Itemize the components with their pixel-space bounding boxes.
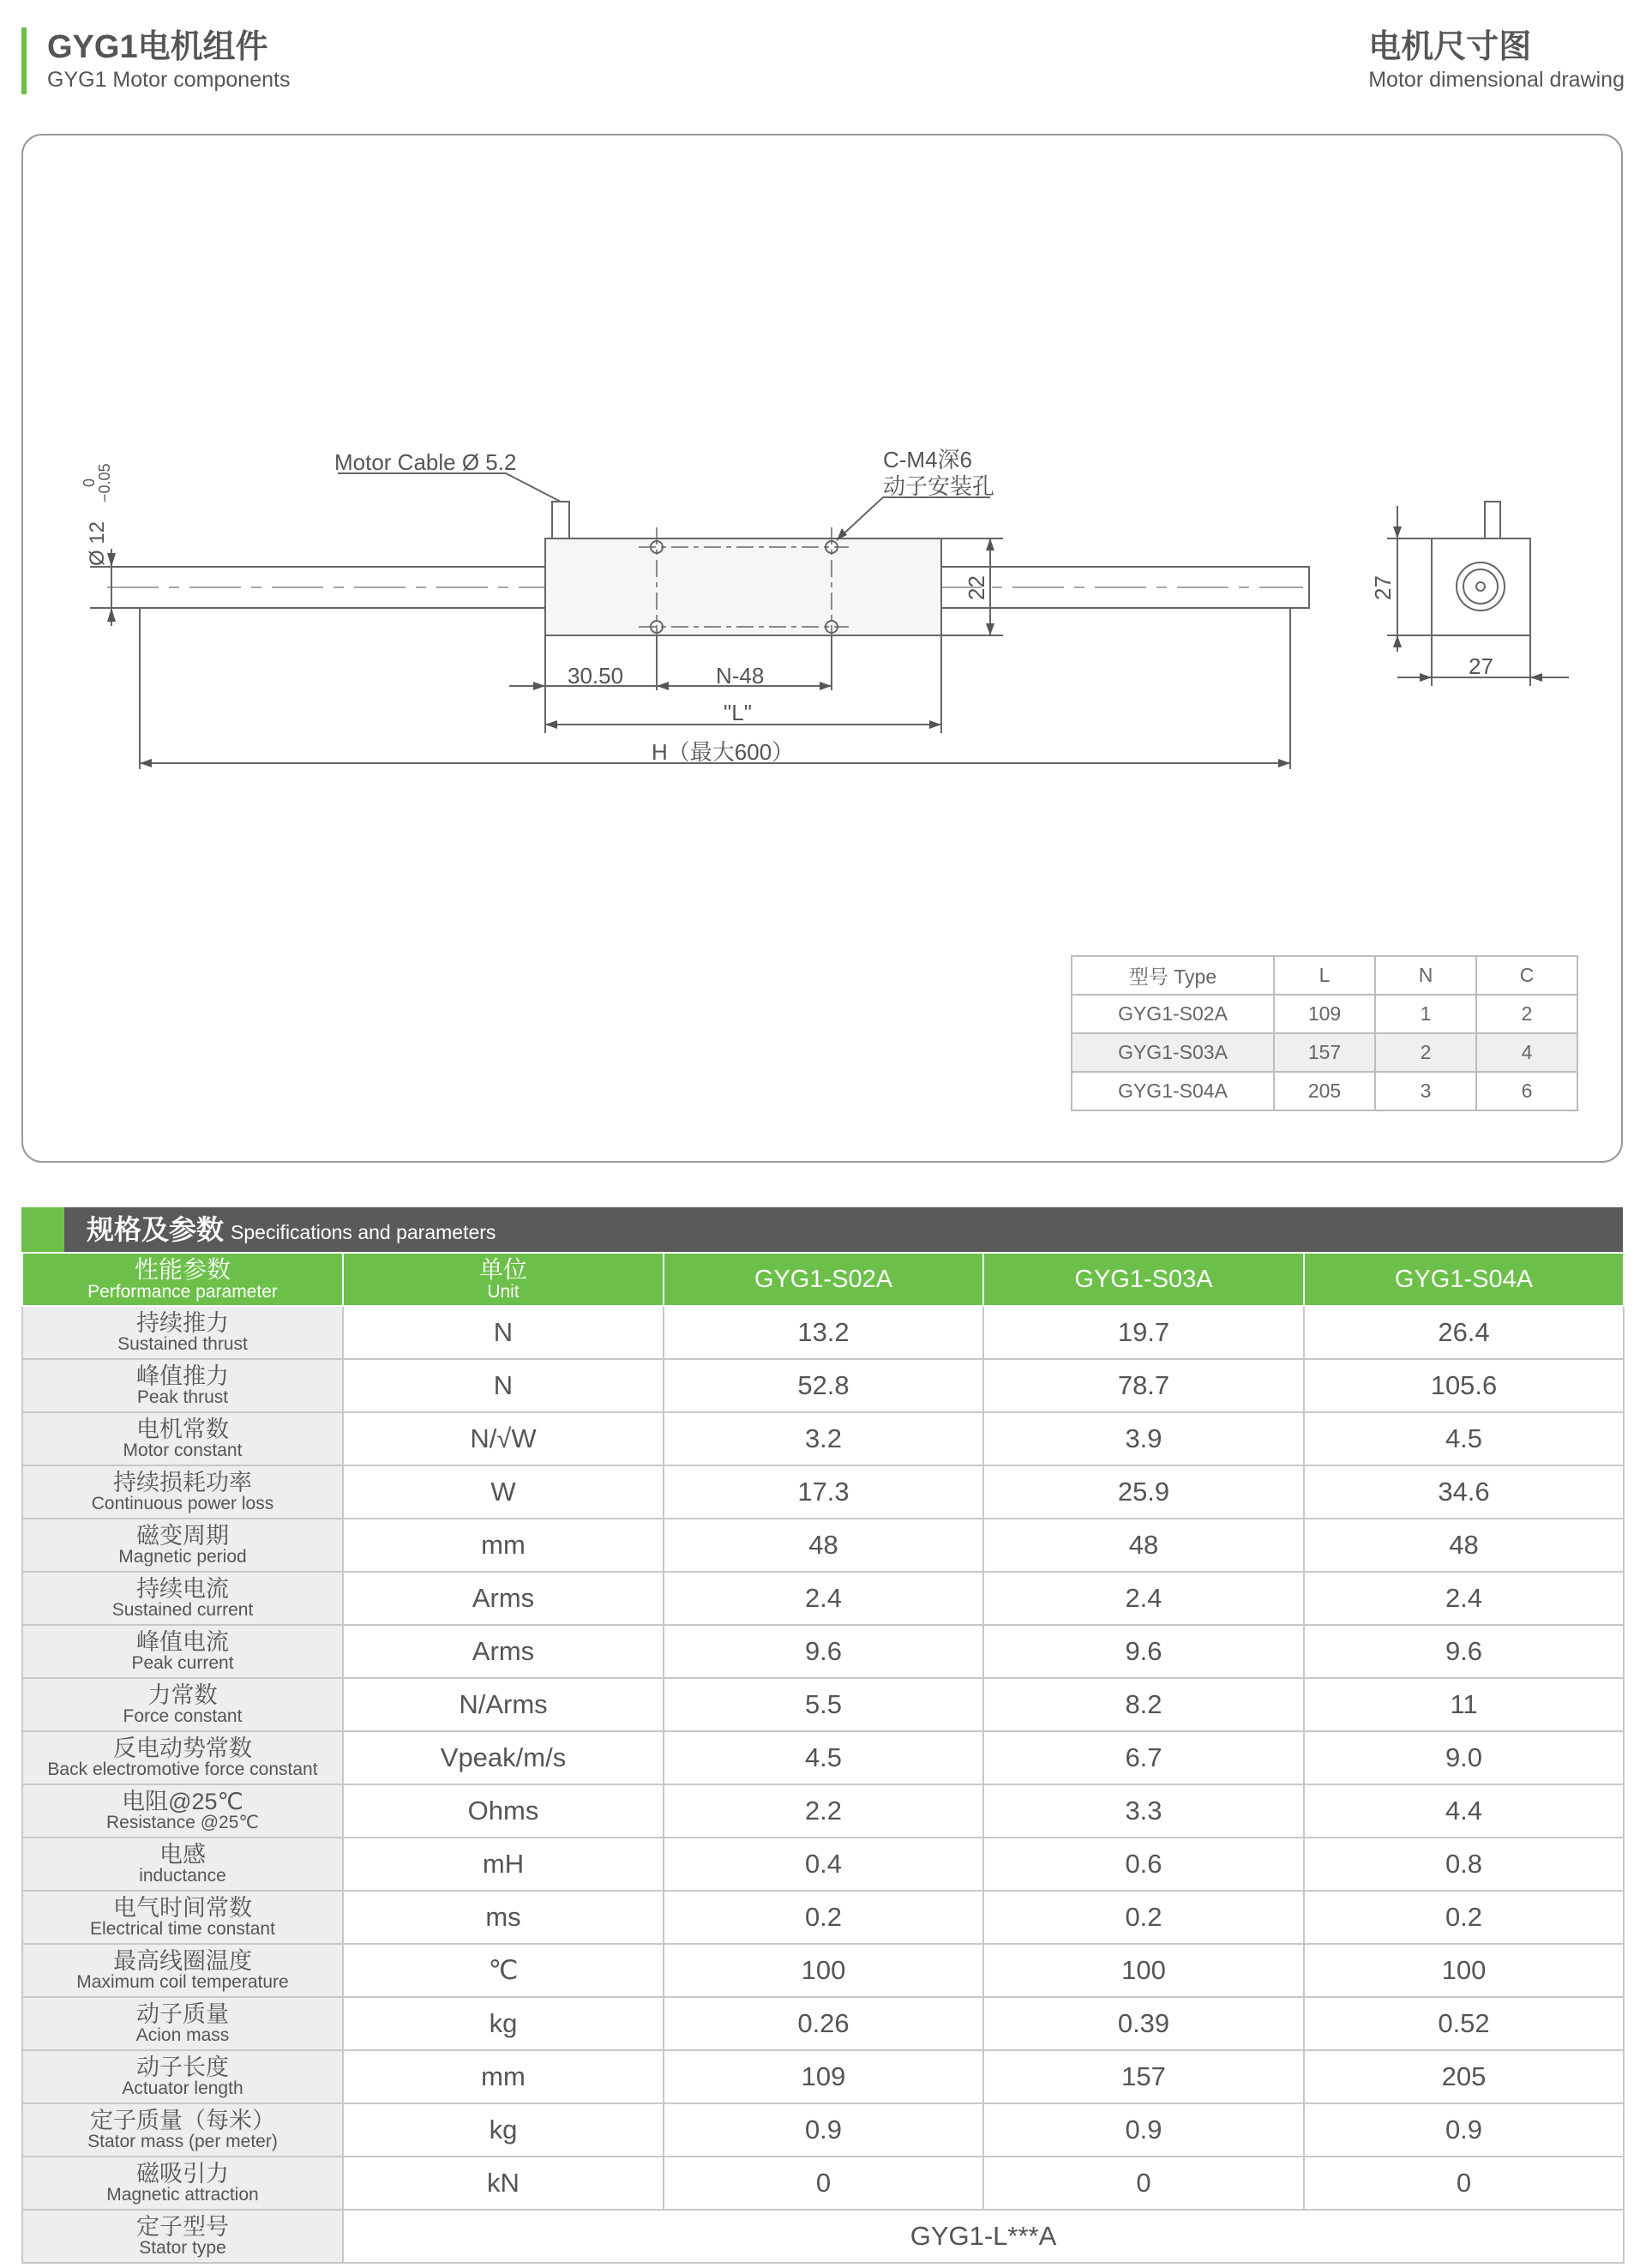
value-cell: 8.2 bbox=[983, 1678, 1304, 1731]
unit-cell: mm bbox=[343, 1519, 664, 1572]
value-cell: 6.7 bbox=[983, 1731, 1304, 1784]
side-view-block bbox=[1432, 538, 1530, 635]
value-cell: 0.2 bbox=[1304, 1891, 1624, 1944]
value-cell: 3.3 bbox=[983, 1784, 1304, 1838]
shaft-tolerance-lower: −0.05 bbox=[96, 463, 113, 502]
value-cell: 109 bbox=[664, 2050, 983, 2103]
dim-header-n: N bbox=[1375, 956, 1476, 995]
mount-holes-label: C-M4深6 bbox=[883, 447, 973, 472]
table-row bbox=[22, 1412, 1624, 1465]
table-row bbox=[22, 1465, 1624, 1519]
param-cell bbox=[22, 1519, 343, 1572]
param-en: Peak current bbox=[131, 1652, 234, 1673]
dim-cell: 3 bbox=[1375, 1072, 1476, 1110]
table-row bbox=[22, 1891, 1624, 1944]
table-row bbox=[1072, 1072, 1577, 1110]
value-cell: 9.0 bbox=[1304, 1731, 1624, 1784]
dim-cell: 2 bbox=[1375, 1033, 1476, 1072]
table-row bbox=[22, 1572, 1624, 1625]
spec-table bbox=[21, 1252, 1625, 2264]
param-en: Force constant bbox=[123, 1706, 243, 1726]
value-cell: 2.4 bbox=[664, 1572, 983, 1625]
param-zh: 定子质量（每米） bbox=[90, 2107, 275, 2133]
value-cell: 0.2 bbox=[664, 1891, 983, 1944]
param-cell bbox=[22, 1359, 343, 1412]
param-cell bbox=[22, 2210, 343, 2263]
unit-cell: Vpeak/m/s bbox=[343, 1731, 664, 1784]
length-dimension: "L" bbox=[724, 700, 752, 725]
side-height-dimension: 27 bbox=[1370, 575, 1396, 600]
unit-cell: ℃ bbox=[343, 1944, 664, 1997]
spec-title-zh: 规格及参数 bbox=[87, 1214, 225, 1245]
param-en: Resistance @25℃ bbox=[106, 1812, 259, 1832]
value-cell: 0.52 bbox=[1304, 1997, 1624, 2050]
param-en: Peak thrust bbox=[136, 1387, 229, 1407]
param-zh: 力常数 bbox=[147, 1681, 218, 1708]
spec-title-en: Specifications and parameters bbox=[231, 1221, 496, 1243]
param-cell bbox=[22, 2050, 343, 2103]
value-cell: 2.2 bbox=[664, 1784, 983, 1838]
unit-cell: mm bbox=[343, 2050, 664, 2103]
value-cell: 2.4 bbox=[983, 1572, 1304, 1625]
header-param-zh: 性能参数 bbox=[134, 1256, 231, 1283]
unit-cell: N bbox=[343, 1306, 664, 1359]
param-cell bbox=[22, 1678, 343, 1731]
value-cell: 4.4 bbox=[1304, 1784, 1624, 1838]
param-cell bbox=[22, 1944, 343, 1997]
param-zh: 峰值推力 bbox=[136, 1363, 229, 1389]
param-cell bbox=[22, 1412, 343, 1465]
value-cell: 0.6 bbox=[983, 1838, 1304, 1891]
table-row bbox=[22, 1678, 1624, 1731]
value-cell: 78.7 bbox=[983, 1359, 1304, 1412]
table-row bbox=[22, 1944, 1624, 1997]
dim-cell: 157 bbox=[1274, 1033, 1375, 1072]
value-cell: 100 bbox=[664, 1944, 983, 1997]
height-dimension: 22 bbox=[964, 575, 989, 600]
table-row bbox=[1072, 995, 1577, 1033]
header-model: GYG1-S03A bbox=[983, 1253, 1304, 1306]
dim-cell: GYG1-S04A bbox=[1072, 1072, 1274, 1110]
value-cell: 157 bbox=[983, 2050, 1304, 2103]
value-cell: 9.6 bbox=[664, 1625, 983, 1678]
value-cell: 100 bbox=[1304, 1944, 1624, 1997]
side-width-dimension: 27 bbox=[1469, 653, 1493, 679]
unit-cell: Arms bbox=[343, 1572, 664, 1625]
param-zh: 动子质量 bbox=[136, 2000, 229, 2027]
header-param-en: Performance parameter bbox=[87, 1282, 278, 1302]
value-cell: 48 bbox=[1304, 1519, 1624, 1572]
unit-cell: Ohms bbox=[343, 1784, 664, 1838]
value-cell: 205 bbox=[1304, 2050, 1624, 2103]
dim-cell: 6 bbox=[1476, 1072, 1577, 1110]
value-cell: 100 bbox=[983, 1944, 1304, 1997]
table-row bbox=[22, 1359, 1624, 1412]
param-cell bbox=[22, 1784, 343, 1838]
shaft-diameter-label: Ø 12 bbox=[86, 520, 109, 566]
value-cell: 0 bbox=[1304, 2157, 1624, 2210]
dim-cell: 1 bbox=[1375, 995, 1476, 1033]
value-cell: 11 bbox=[1304, 1678, 1624, 1731]
dim-header-l: L bbox=[1274, 956, 1375, 995]
side-view-cable bbox=[1485, 502, 1500, 538]
value-cell: 26.4 bbox=[1304, 1306, 1624, 1359]
value-cell: 3.2 bbox=[664, 1412, 983, 1465]
param-cell bbox=[22, 2157, 343, 2210]
dim-cell: GYG1-S03A bbox=[1072, 1033, 1274, 1072]
param-cell bbox=[22, 2103, 343, 2157]
table-row bbox=[22, 1731, 1624, 1784]
mover-block bbox=[545, 538, 941, 635]
value-cell: 0 bbox=[983, 2157, 1304, 2210]
dim-header-c: C bbox=[1476, 956, 1577, 995]
value-cell: 17.3 bbox=[664, 1465, 983, 1519]
mount-holes-note: 动子安装孔 bbox=[883, 473, 995, 499]
param-en: Actuator length bbox=[122, 2078, 243, 2098]
value-cell: 0.4 bbox=[664, 1838, 983, 1891]
dim-cell: GYG1-S02A bbox=[1072, 995, 1274, 1033]
motor-cable-label: Motor Cable Ø 5.2 bbox=[334, 449, 517, 475]
table-row bbox=[22, 1784, 1624, 1838]
param-zh: 反电动势常数 bbox=[113, 1735, 252, 1761]
spec-table-header bbox=[22, 1253, 1624, 1306]
value-cell: 9.6 bbox=[983, 1625, 1304, 1678]
dim-cell: 4 bbox=[1476, 1033, 1577, 1072]
value-cell: 48 bbox=[664, 1519, 983, 1572]
param-en: Acion mass bbox=[135, 2024, 230, 2045]
param-zh: 电感 bbox=[159, 1841, 206, 1868]
unit-cell: kN bbox=[343, 2157, 664, 2210]
dim-cell: 109 bbox=[1274, 995, 1375, 1033]
dim-cell: 2 bbox=[1476, 995, 1577, 1033]
cable-stub bbox=[552, 502, 569, 538]
table-row bbox=[22, 2050, 1624, 2103]
spec-accent bbox=[21, 1207, 64, 1252]
value-cell: 105.6 bbox=[1304, 1359, 1624, 1412]
header-unit-zh: 单位 bbox=[478, 1256, 527, 1283]
param-zh: 磁变周期 bbox=[136, 1522, 229, 1549]
value-cell: 3.9 bbox=[983, 1412, 1304, 1465]
header-performance-parameter bbox=[22, 1253, 343, 1306]
table-row bbox=[22, 1838, 1624, 1891]
section-title: 电机尺寸图 bbox=[1368, 29, 1532, 65]
param-zh: 最高线圈温度 bbox=[113, 1947, 252, 1974]
value-cell: 9.6 bbox=[1304, 1625, 1624, 1678]
param-en: Maximum coil temperature bbox=[76, 1971, 289, 1992]
table-row bbox=[22, 2210, 1624, 2263]
dimension-table-header bbox=[1072, 956, 1577, 995]
param-en: inductance bbox=[139, 1865, 226, 1886]
unit-cell: kg bbox=[343, 1997, 664, 2050]
table-row bbox=[1072, 1033, 1577, 1072]
unit-cell: N/√W bbox=[343, 1412, 664, 1465]
table-row bbox=[22, 1306, 1624, 1359]
param-zh: 峰值电流 bbox=[136, 1628, 229, 1655]
param-cell bbox=[22, 1625, 343, 1678]
value-cell: 0.2 bbox=[983, 1891, 1304, 1944]
param-zh: 电阻@25℃ bbox=[122, 1788, 243, 1814]
table-row bbox=[22, 2103, 1624, 2157]
unit-cell: N/Arms bbox=[343, 1678, 664, 1731]
spec-section-bar bbox=[21, 1207, 1623, 1252]
value-cell: 19.7 bbox=[983, 1306, 1304, 1359]
param-en: Continuous power loss bbox=[91, 1493, 274, 1513]
param-cell bbox=[22, 1572, 343, 1625]
dim-cell: 205 bbox=[1274, 1072, 1375, 1110]
header-unit-en: Unit bbox=[487, 1282, 520, 1302]
param-zh: 持续推力 bbox=[136, 1309, 229, 1336]
unit-cell: N bbox=[343, 1359, 664, 1412]
value-cell: 52.8 bbox=[664, 1359, 983, 1412]
header-unit bbox=[343, 1253, 664, 1306]
unit-cell: Arms bbox=[343, 1625, 664, 1678]
param-zh: 持续损耗功率 bbox=[113, 1469, 252, 1495]
value-cell: 0.9 bbox=[664, 2103, 983, 2157]
unit-cell: ms bbox=[343, 1891, 664, 1944]
header-model: GYG1-S02A bbox=[664, 1253, 983, 1306]
page-subtitle: GYG1 Motor components bbox=[47, 68, 291, 92]
param-cell bbox=[22, 1838, 343, 1891]
param-en: Stator mass (per meter) bbox=[87, 2131, 278, 2151]
param-cell bbox=[22, 1306, 343, 1359]
offset-dimension: 30.50 bbox=[568, 663, 624, 689]
value-cell: 0.39 bbox=[983, 1997, 1304, 2050]
param-en: Magnetic period bbox=[118, 1546, 247, 1567]
param-zh: 电机常数 bbox=[136, 1416, 229, 1442]
value-cell: 25.9 bbox=[983, 1465, 1304, 1519]
value-cell: 0.26 bbox=[664, 1997, 983, 2050]
header-model: GYG1-S04A bbox=[1304, 1253, 1624, 1306]
param-zh: 磁吸引力 bbox=[136, 2160, 229, 2187]
page-title: GYG1电机组件 bbox=[47, 29, 268, 65]
param-en: Sustained thrust bbox=[117, 1333, 248, 1354]
table-row bbox=[22, 2157, 1624, 2210]
param-cell bbox=[22, 1997, 343, 2050]
param-zh: 持续电流 bbox=[136, 1575, 229, 1602]
value-cell: 48 bbox=[983, 1519, 1304, 1572]
param-en: Stator type bbox=[139, 2237, 226, 2258]
value-cell: 4.5 bbox=[1304, 1412, 1624, 1465]
value-cell: 0 bbox=[664, 2157, 983, 2210]
stator-type-value: GYG1-L***A bbox=[343, 2210, 1624, 2263]
param-en: Magnetic attraction bbox=[106, 2184, 259, 2205]
param-zh: 电气时间常数 bbox=[113, 1894, 252, 1921]
spec-section-title bbox=[87, 1207, 496, 1258]
param-en: Electrical time constant bbox=[90, 1918, 275, 1939]
pitch-dimension: N-48 bbox=[716, 663, 765, 689]
param-en: Back electromotive force constant bbox=[47, 1759, 318, 1779]
value-cell: 5.5 bbox=[664, 1678, 983, 1731]
param-cell bbox=[22, 1465, 343, 1519]
param-cell bbox=[22, 1731, 343, 1784]
section-subtitle: Motor dimensional drawing bbox=[1368, 68, 1625, 92]
value-cell: 34.6 bbox=[1304, 1465, 1624, 1519]
value-cell: 13.2 bbox=[664, 1306, 983, 1359]
unit-cell: kg bbox=[343, 2103, 664, 2157]
shaft-tolerance-upper: 0 bbox=[81, 478, 98, 487]
unit-cell: mH bbox=[343, 1838, 664, 1891]
param-zh: 动子长度 bbox=[136, 2054, 229, 2080]
param-en: Sustained current bbox=[111, 1599, 254, 1620]
table-row bbox=[22, 1625, 1624, 1678]
value-cell: 0.9 bbox=[983, 2103, 1304, 2157]
dimension-table bbox=[1071, 955, 1578, 1111]
value-cell: 0.9 bbox=[1304, 2103, 1624, 2157]
value-cell: 0.8 bbox=[1304, 1838, 1624, 1891]
table-row bbox=[22, 1519, 1624, 1572]
unit-cell: W bbox=[343, 1465, 664, 1519]
value-cell: 4.5 bbox=[664, 1731, 983, 1784]
total-length-dimension: H（最大600） bbox=[652, 739, 795, 765]
dim-header-type: 型号 Type bbox=[1072, 956, 1274, 995]
param-zh: 定子型号 bbox=[136, 2213, 229, 2240]
value-cell: 2.4 bbox=[1304, 1572, 1624, 1625]
param-cell bbox=[22, 1891, 343, 1944]
param-en: Motor constant bbox=[123, 1440, 243, 1460]
table-row bbox=[22, 1997, 1624, 2050]
